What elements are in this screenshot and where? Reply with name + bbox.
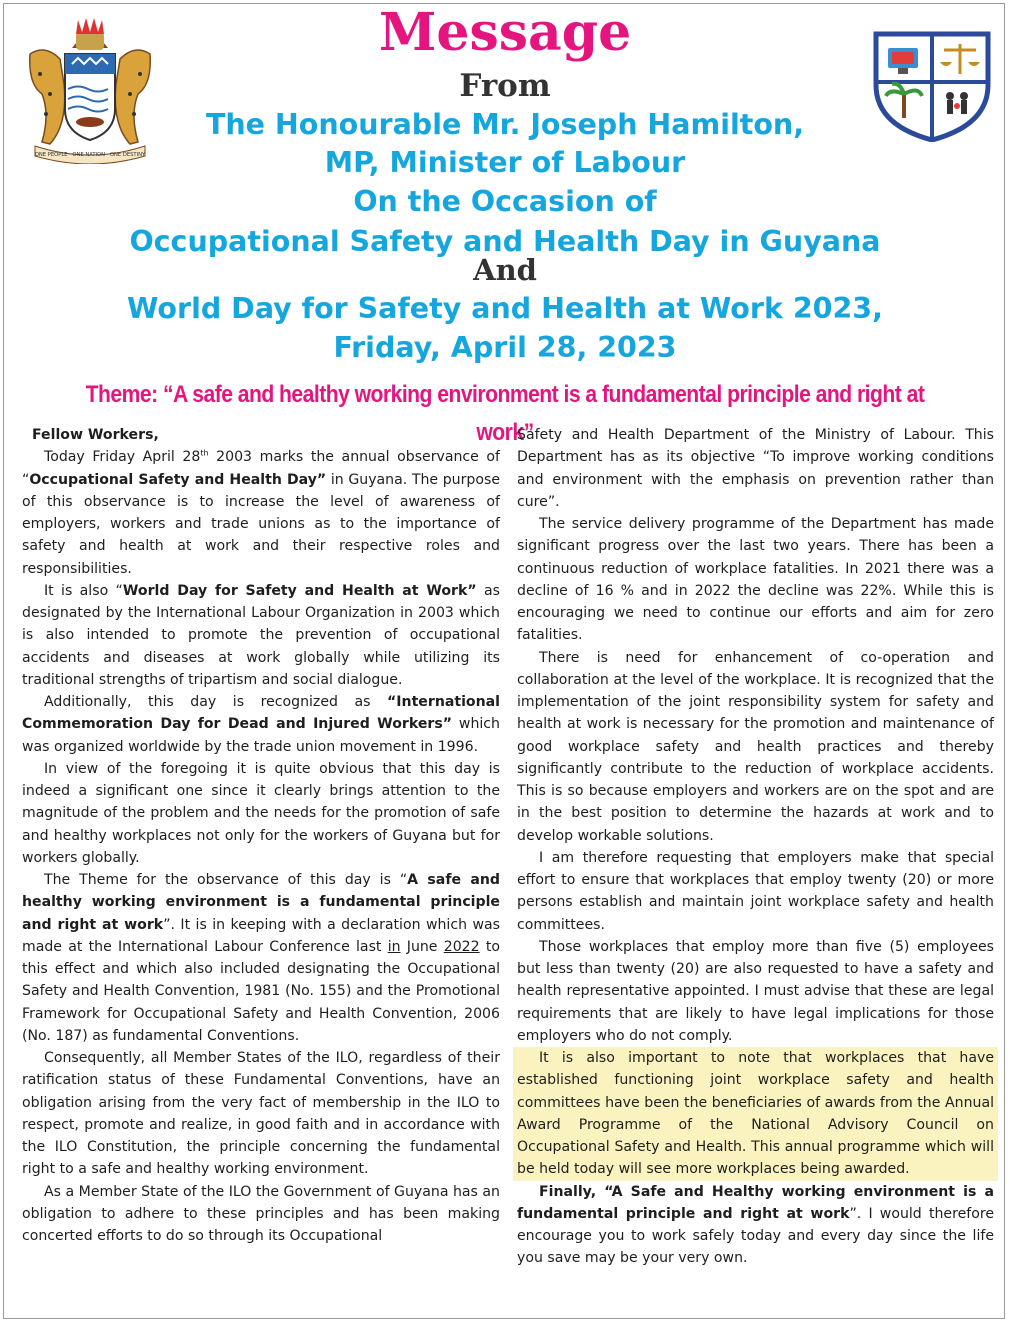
minister-name-line: The Honourable Mr. Joseph Hamilton, <box>205 108 805 141</box>
minister-title-line: MP, Minister of Labour <box>324 146 686 179</box>
and-line: And <box>473 253 537 287</box>
message-title: Message <box>378 2 632 63</box>
svg-text:ONE PEOPLE · ONE NATION · ONE: ONE PEOPLE · ONE NATION · ONE DESTINY <box>34 152 146 158</box>
paragraph-r4: I am therefore requesting that employers make that special effort to ensure that workplaces that employ twenty (20) or more persons establish and maintain joint workplace safety and health committees. <box>517 849 994 933</box>
theme-line: Theme: “A safe and healthy working environment is a fundamental principle and right at work” <box>85 381 925 446</box>
world-day-line: World Day for Safety and Health at Work 2023, <box>127 292 883 325</box>
paragraph-r1: Safety and Health Department of the Ministry of Labour. This Department has as its objective “To improve working conditions and environment with the emphasis on prevention rather than cure”. <box>517 427 994 510</box>
paragraph-5: The Theme for the observance of this day is “A safe and healthy working environment is a fundamental principle and right at work”. It is in keeping with a declaration which was made at the International Labour Conference last in June 2022 to this effect and which also included designating the Occupational Safety and Health Convention, 1981 (No. 155) and the Promotional Framework for Occupational Safety and Health Convention, 2006 (No. 187) as fundamental Conventions. <box>22 872 501 1044</box>
paragraph-3: Additionally, this day is recognized as “International Commemoration Day for Dead and Injured Workers” which was organized worldwide by the trade union movement in 1996. <box>22 694 500 755</box>
right-column <box>517 424 994 1270</box>
paragraph-r6-highlighted: It is also important to note that workplaces that have established functioning joint workplace safety and health committees have been the beneficiaries of awards from the Annual Award Programme of the National Advisory Council on Occupational Safety and Health. This annual programme which will be held today will see more workplaces being awarded. <box>513 1047 998 1181</box>
paragraph-1: Today Friday April 28th 2003 marks the annual observance of “Occupational Safety and Health Day” in Guyana. The purpose of this observance is to increase the level of awareness of employers, workers and trade unions as to the importance of safety and health at work and their respective roles and responsibilities. <box>22 448 500 577</box>
left-column <box>22 424 500 1247</box>
date-line: Friday, April 28, 2023 <box>333 331 677 364</box>
paragraph-r5: Those workplaces that employ more than five (5) employees but less than twenty (20) are also requested to have a safety and health representative appointed. I must advise that these are legal requirements that are likely to have legal implications for those employers who do not comply. <box>517 938 994 1044</box>
osh-day-line: Occupational Safety and Health Day in Guyana <box>129 225 881 258</box>
paragraph-r3: There is need for enhancement of co-operation and collaboration at the level of the workplace. It is recognized that the implementation of the joint responsibility system for safety and health at work is necessary for the promotion and maintenance of good workplace safety and health practices and thereby significantly contribute to the reduction of workplace accidents. This is so because employers and workers are on the spot and are in the best position to determine the hazards at work and to develop workable solutions. <box>517 649 994 844</box>
from-line: From <box>459 68 551 104</box>
paragraph-2: It is also “World Day for Safety and Health at Work” as designated by the International Labour Organization in 2003 which is also intended to promote the prevention of occupational accidents and diseases at work globally while utilizing its traditional strengths of tripartism and social dialogue. <box>22 582 500 688</box>
paragraph-r7: Finally, “A Safe and Healthy working environment is a fundamental principle and right at work”. I would therefore encourage you to work safely today and every day since the life you save may be your very own. <box>517 1183 994 1267</box>
salutation: Fellow Workers, <box>32 427 159 443</box>
paragraph-6: Consequently, all Member States of the ILO, regardless of their ratification status of these Fundamental Conventions, have an obligation arising from the very fact of membership in the ILO to respect, promote and realize, in good faith and in accordance with the ILO Constitution, the principle concerning the fundamental right to a safe and healthy working environment. <box>22 1050 500 1178</box>
paragraph-7: As a Member State of the ILO the Government of Guyana has an obligation to adhere to these principles and has been making concerted efforts to do so through its Occupational <box>22 1183 500 1244</box>
occasion-line: On the Occasion of <box>353 185 657 218</box>
paragraph-4: In view of the foregoing it is quite obvious that this day is indeed a significant one since it clearly brings attention to the magnitude of the problem and the needs for the promotion of safe and healthy workplaces not only for the workers of Guyana but for workers globally. <box>22 760 500 866</box>
paragraph-r2: The service delivery programme of the Department has made significant progress over the last two years. There has been a continuous reduction of workplace fatalities. In 2021 there was a decline of 16 % and in 2022 the decline was 22%. While this is encouraging we need to continue our efforts and aim for zero fatalities. <box>517 516 994 644</box>
